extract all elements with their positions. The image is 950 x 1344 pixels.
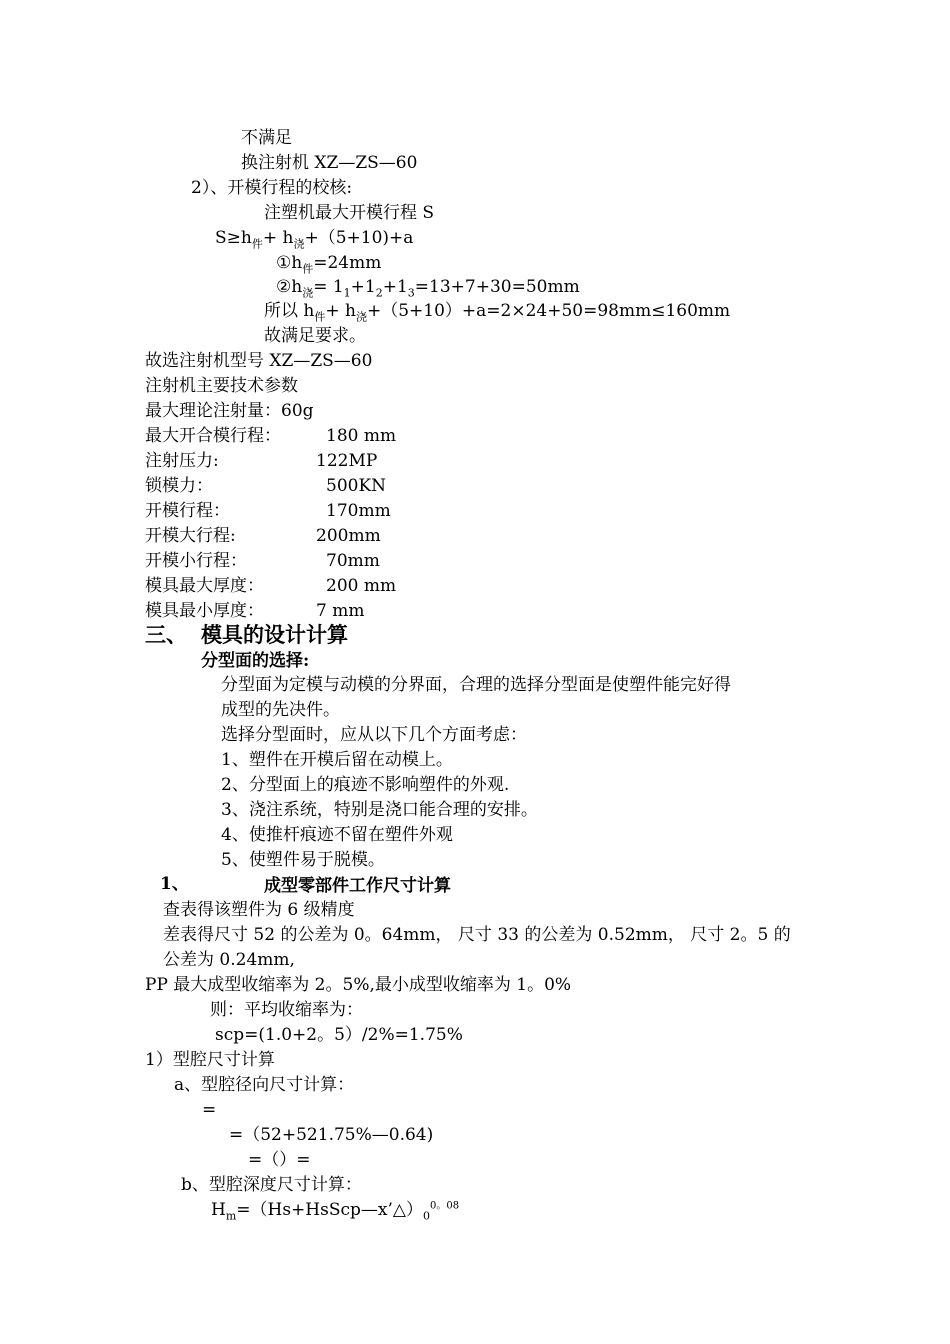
formula-line: scp=(1.0+2。5）/2%=1.75% (215, 1025, 463, 1045)
param-value: 200mm (316, 526, 381, 546)
section-title: 成型零部件工作尺寸计算 (264, 876, 451, 896)
paragraph-line: 选择分型面时，应从以下几个方面考虑： (221, 725, 527, 745)
paragraph-line: 公差为 0.24mm, (163, 950, 295, 970)
param-value: 7 mm (316, 601, 365, 621)
formula-line: =（）= (248, 1150, 311, 1170)
paragraph-line: PP 最大成型收缩率为 2。5%,最小成型收缩率为 1。0% (145, 975, 572, 995)
formula-line: 所以 $h_件+ h_浇+(5+10)+a=2\times 24+50=98mm\le 160mm$ (264, 301, 731, 324)
param-label: 注射压力: (145, 451, 219, 471)
paragraph-line: 分型面为定模与动模的分界面，合理的选择分型面是使塑件能完好得 (221, 675, 731, 695)
param-label: 开模小行程： (145, 551, 247, 571)
param-value: 180 mm (326, 426, 397, 446)
paragraph-line: b、型腔深度尺寸计算： (181, 1175, 362, 1195)
text-line: 注射机主要技术参数 (145, 376, 298, 396)
paragraph-line: 查表得该塑件为 6 级精度 (163, 900, 355, 920)
list-item: 4、使推杆痕迹不留在塑件外观 (221, 825, 453, 845)
paragraph-line: 差表得尺寸 52 的公差为 0。64mm， 尺寸 33 的公差为 0.52mm， 尺寸 2。5 的 (163, 925, 791, 945)
param-label: 锁模力： (145, 476, 213, 496)
section-number: 1、 (160, 874, 189, 894)
formula-line: =（52+521.75%—0.64) (229, 1125, 434, 1145)
text-line: 换注射机 XZ—ZS—60 (241, 153, 418, 173)
text-line: 不满足 (241, 128, 292, 148)
param-label: 开模大行程: (145, 526, 236, 546)
paragraph-line: 成型的先决件。 (221, 700, 340, 720)
paragraph-line: 1）型腔尺寸计算 (145, 1050, 275, 1070)
list-item: 2、分型面上的痕迹不影响塑件的外观. (221, 775, 510, 795)
formula-line: $S\ge h_件+ h_浇+(5+10)+a$ (215, 228, 414, 251)
list-item: 1、塑件在开模后留在动模上。 (221, 750, 453, 770)
formula-line: $①h_件=24mm$ (276, 253, 382, 276)
formula-line: = (202, 1100, 217, 1120)
paragraph-line: 则：平均收缩率为： (210, 1000, 363, 1020)
subsection-title: 分型面的选择: (201, 651, 310, 671)
param-label: 开模行程： (145, 501, 230, 521)
param-value: 70mm (326, 551, 380, 571)
section-number: 三、 (145, 622, 187, 647)
text-line: 故满足要求。 (264, 326, 366, 346)
param-value: 500KN (326, 476, 387, 496)
text-line: 2）、开模行程的校核: (191, 178, 353, 198)
paragraph-line: a、型腔径向尺寸计算： (174, 1075, 355, 1095)
param-label: 最大开合模行程： (145, 426, 281, 446)
list-item: 5、使塑件易于脱模。 (221, 850, 385, 870)
formula-line: $②h_浇= 1_1+1_2+1_3=13+7+30=50mm$ (276, 277, 580, 300)
list-item: 3、浇注系统，特别是浇口能合理的安排。 (221, 800, 538, 820)
param-label: 模具最大厚度： (145, 576, 264, 596)
section-title: 模具的设计计算 (201, 622, 348, 647)
text-line: 最大理论注射量：60g (145, 401, 314, 421)
text-line: 注塑机最大开模行程 S (264, 203, 435, 223)
param-label: 模具最小厚度： (145, 601, 264, 621)
param-value: 170mm (326, 501, 391, 521)
param-value: 200 mm (326, 576, 397, 596)
text-line: 故选注射机型号 XZ—ZS—60 (145, 351, 373, 371)
formula-line: $H_m=(Hs+HsScp—x’\triangle)_0^{0。08}$ (211, 1200, 460, 1223)
param-value: 122MP (316, 451, 378, 471)
